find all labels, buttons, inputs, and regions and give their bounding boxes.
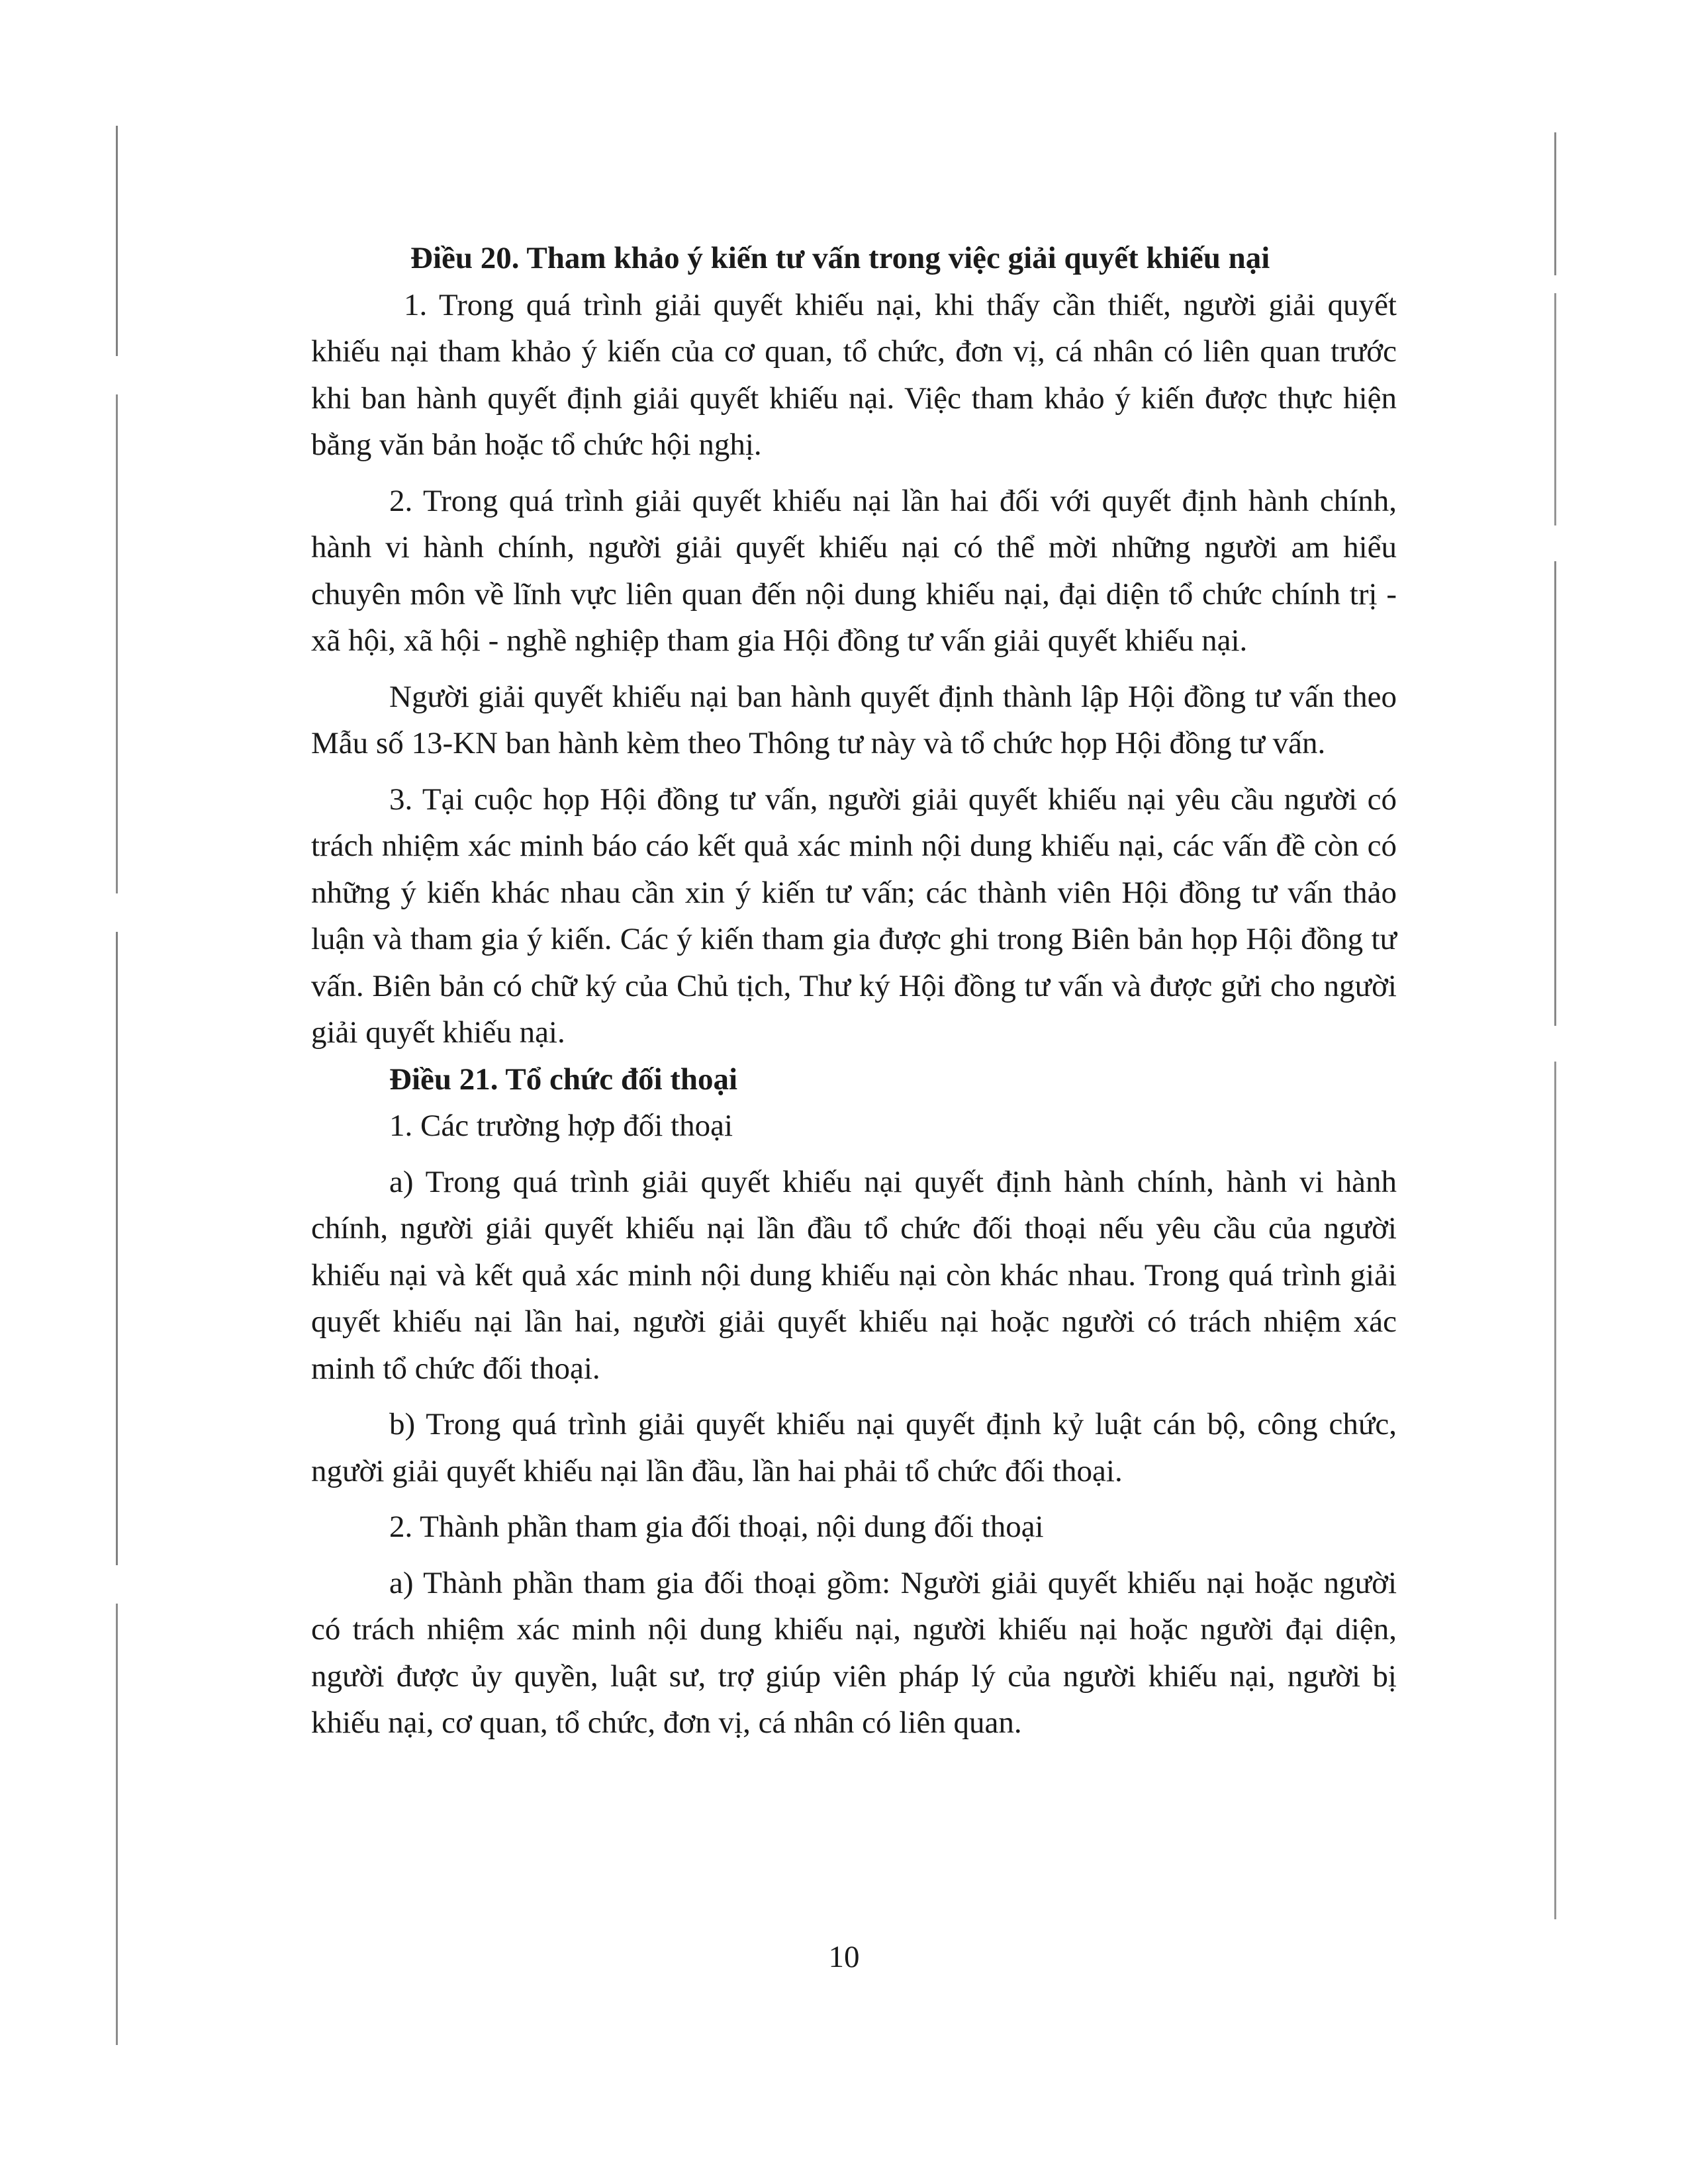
article-21-heading: Điều 21. Tổ chức đối thoại	[389, 1062, 738, 1097]
article-21-paragraph-5: a) Thành phần tham gia đối thoại gồm: Người giải quyết khiếu nại hoặc người có trách nhiệm xác minh nội dung khiếu nại, người khiếu nại hoặc người đại diện, người được ủy quyền, luật sư, trợ giúp viên pháp lý của người khiếu nại, người bị khiếu nại, cơ quan, tổ chức, đơn vị, cá nhân có liên quan.	[311, 1565, 1397, 1740]
article-20-paragraph-4: 3. Tại cuộc họp Hội đồng tư vấn, người giải quyết khiếu nại yêu cầu người có trách nhiệm xác minh báo cáo kết quả xác minh nội dung khiếu nại, các vấn đề còn có những ý kiến khác nhau cần xin ý kiến tư vấn; các thành viên Hội đồng tư vấn thảo luận và tham gia ý kiến. Các ý kiến tham gia được ghi trong Biên bản họp Hội đồng tư vấn. Biên bản có chữ ký của Chủ tịch, Thư ký Hội đồng tư vấn và được gửi cho người giải quyết khiếu nại.	[311, 782, 1397, 1050]
page-number: 10	[828, 1940, 860, 1974]
document-body	[311, 235, 1397, 1747]
article-21-paragraph-4: 2. Thành phần tham gia đối thoại, nội dung đối thoại	[389, 1510, 1044, 1544]
scan-edge-left	[116, 126, 118, 2045]
article-21-paragraph-2: a) Trong quá trình giải quyết khiếu nại quyết định hành chính, hành vi hành chính, người giải quyết khiếu nại lần đầu tổ chức đối thoại nếu yêu cầu của người khiếu nại và kết quả xác minh nội dung khiếu nại còn khác nhau. Trong quá trình giải quyết khiếu nại lần hai, người giải quyết khiếu nại hoặc người có trách nhiệm xác minh tổ chức đối thoại.	[311, 1164, 1397, 1386]
article-21-paragraph-3: b) Trong quá trình giải quyết khiếu nại quyết định kỷ luật cán bộ, công chức, người giải quyết khiếu nại lần đầu, lần hai phải tổ chức đối thoại.	[311, 1407, 1397, 1488]
article-20-paragraph-1: 1. Trong quá trình giải quyết khiếu nại, khi thấy cần thiết, người giải quyết khiếu nại tham khảo ý kiến của cơ quan, tổ chức, đơn vị, cá nhân có liên quan trước khi ban hành quyết định giải quyết khiếu nại. Việc tham khảo ý kiến được thực hiện bằng văn bản hoặc tổ chức hội nghị.	[311, 287, 1397, 462]
article-20-paragraph-3: Người giải quyết khiếu nại ban hành quyết định thành lập Hội đồng tư vấn theo Mẫu số 13-KN ban hành kèm theo Thông tư này và tổ chức họp Hội đồng tư vấn.	[311, 679, 1397, 760]
article-20-heading: Điều 20. Tham khảo ý kiến tư vấn trong việc giải quyết khiếu nại	[410, 241, 1270, 275]
scan-edge-right	[1554, 132, 1556, 1919]
article-20-paragraph-2: 2. Trong quá trình giải quyết khiếu nại lần hai đối với quyết định hành chính, hành vi hành chính, người giải quyết khiếu nại có thể mời những người am hiểu chuyên môn về lĩnh vực liên quan đến nội dung khiếu nại, đại diện tổ chức chính trị - xã hội, xã hội - nghề nghiệp tham gia Hội đồng tư vấn giải quyết khiếu nại.	[311, 483, 1397, 658]
article-21-paragraph-1: 1. Các trường hợp đối thoại	[389, 1109, 733, 1143]
